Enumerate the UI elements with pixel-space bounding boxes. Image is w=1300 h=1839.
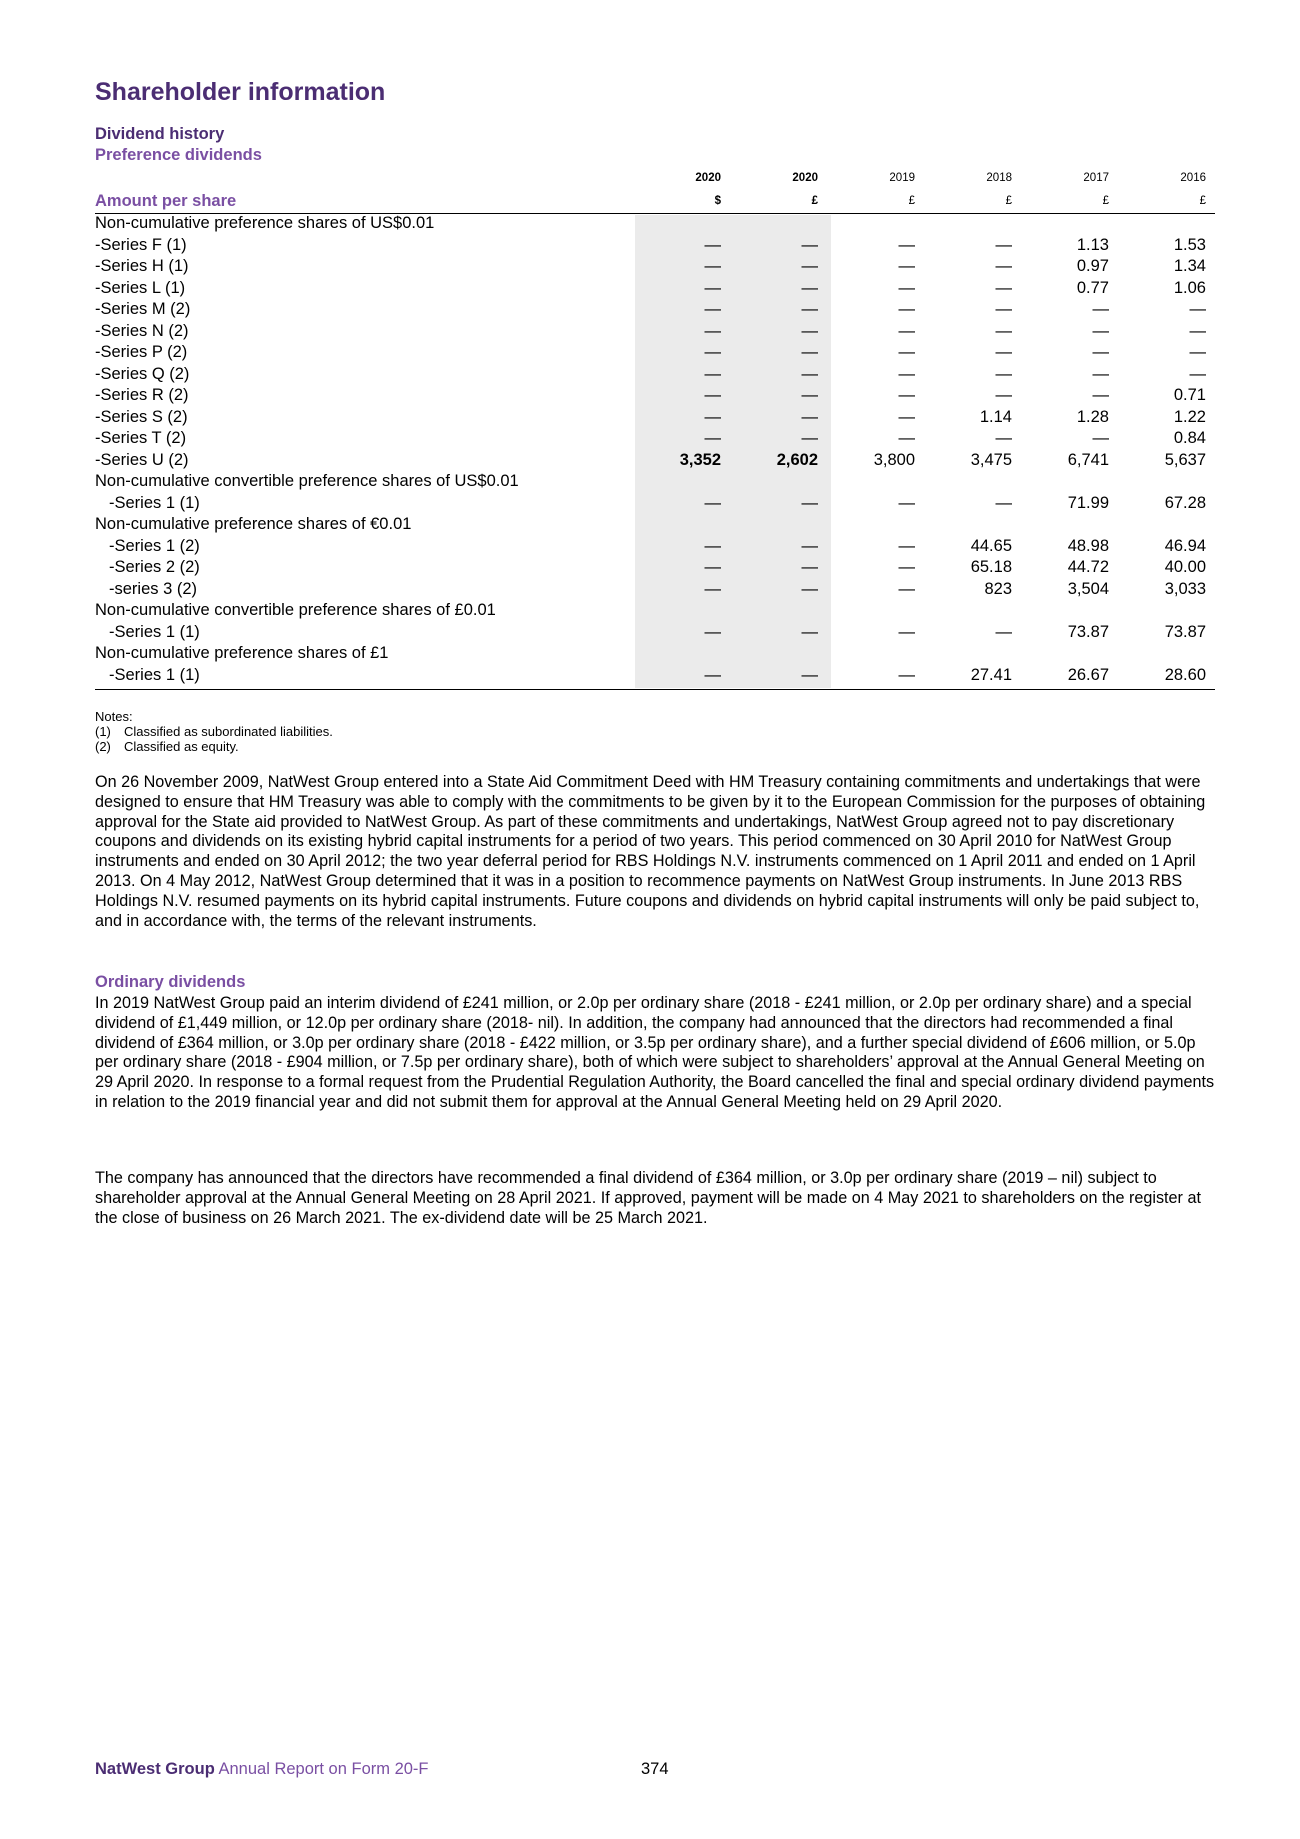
row-label: -Series S (2)	[95, 407, 188, 426]
table-cell: —	[898, 536, 915, 555]
table-cell: —	[898, 235, 915, 254]
table-cell: —	[1092, 321, 1109, 340]
table-cell: —	[704, 536, 721, 555]
section-heading-preference-dividends: Preference dividends	[95, 146, 262, 164]
page-title: Shareholder information	[95, 78, 386, 106]
table-cell: —	[995, 300, 1012, 318]
row-label: -Series P (2)	[95, 343, 188, 361]
note-text: Classified as equity.	[124, 739, 239, 754]
table-cell: 1.06	[1173, 278, 1206, 297]
table-cell: —	[704, 429, 721, 447]
row-label: -Series U (2)	[95, 450, 189, 469]
table-cell: —	[1189, 300, 1206, 318]
table-cell: —	[704, 257, 721, 275]
table-cell: —	[1092, 364, 1109, 383]
table-cell: 3,504	[1067, 579, 1109, 598]
table-cell: —	[995, 429, 1012, 447]
table-cell: —	[898, 321, 915, 340]
table-cell: 5,637	[1164, 450, 1206, 469]
note-item	[95, 724, 333, 739]
table-cell: 27.41	[970, 665, 1012, 684]
table-cell: 3,475	[970, 450, 1012, 469]
table-row	[95, 622, 1215, 644]
table-cell: —	[1092, 300, 1109, 318]
table-cell: —	[801, 300, 818, 318]
table-cell: —	[898, 407, 915, 426]
table-cell: 73.87	[1067, 622, 1109, 641]
table-row	[95, 235, 1215, 257]
table-cell: —	[1189, 343, 1206, 361]
table-cell: 1.53	[1173, 235, 1206, 254]
table-cell: 48.98	[1067, 536, 1109, 555]
row-label: Non-cumulative convertible preference shares of US$0.01	[95, 472, 519, 490]
table-row	[95, 665, 1215, 687]
table-row	[95, 536, 1215, 558]
currency-header: £	[811, 195, 818, 207]
note-key: (2)	[95, 739, 111, 754]
table-cell: —	[898, 622, 915, 641]
table-bottom-rule	[95, 689, 1215, 690]
row-label: -Series R (2)	[95, 386, 189, 404]
table-row	[95, 256, 1215, 278]
row-label: -Series M (2)	[95, 300, 191, 318]
row-label: Non-cumulative preference shares of US$0.01	[95, 214, 435, 232]
table-cell: —	[801, 364, 818, 383]
table-cell: —	[704, 407, 721, 426]
table-cell: —	[704, 493, 721, 512]
table-cell: —	[801, 257, 818, 275]
row-label: -Series Q (2)	[95, 364, 190, 383]
table-cell: —	[801, 407, 818, 426]
note-key: (1)	[95, 724, 111, 739]
table-cell: —	[704, 622, 721, 641]
table-cell: 46.94	[1164, 536, 1206, 555]
table-cell: —	[704, 364, 721, 383]
table-cell: 6,741	[1067, 450, 1109, 469]
footer-brand: NatWest Group	[95, 1760, 215, 1778]
table-cell: —	[801, 536, 818, 555]
year-header: 2019	[889, 172, 915, 184]
row-label: -Series N (2)	[95, 321, 189, 340]
table-row	[95, 299, 1215, 321]
table-row	[95, 493, 1215, 515]
table-cell: —	[1092, 343, 1109, 361]
table-cell: —	[704, 300, 721, 318]
row-label: -Series 1 (1)	[109, 493, 200, 512]
table-cell: —	[898, 493, 915, 512]
ordinary-dividends-paragraph-2: The company has announced that the directors have recommended a final dividend of £364 million, or 3.0p per ordinary share (2019 – nil) subject to shareholder approval at the Annual General Meeting on 28 April 2021. If approved, payment will be made on 4 May 2021 to shareholders on the register at the close of business on 26 March 2021. The ex-dividend date will be 25 March 2021.	[95, 1169, 1201, 1227]
table-cell: 1.14	[979, 407, 1012, 426]
table-cell: —	[704, 558, 721, 576]
table-cell: 65.18	[970, 558, 1012, 576]
table-group-row	[95, 600, 1215, 622]
table-cell: —	[801, 343, 818, 361]
table-cell: —	[898, 278, 915, 297]
table-cell: —	[995, 278, 1012, 297]
note-text: Classified as subordinated liabilities.	[124, 724, 333, 739]
year-header: 2018	[986, 172, 1012, 184]
table-cell: —	[704, 665, 721, 684]
table-cell: 44.65	[970, 536, 1012, 555]
table-cell: —	[995, 622, 1012, 641]
table-cell: 3,033	[1164, 579, 1206, 598]
table-cell: —	[801, 622, 818, 641]
table-cell: 823	[984, 579, 1012, 598]
notes-heading: Notes:	[95, 709, 133, 724]
row-label: -series 3 (2)	[109, 579, 198, 598]
table-cell: —	[801, 429, 818, 447]
table-cell: 40.00	[1164, 558, 1206, 576]
table-cell: —	[1092, 386, 1109, 404]
page-number: 374	[641, 1760, 669, 1778]
table-cell: 0.97	[1076, 257, 1109, 275]
currency-header: £	[1199, 195, 1206, 207]
year-header: 2016	[1180, 172, 1206, 184]
table-cell: —	[995, 386, 1012, 404]
table-cell: —	[995, 321, 1012, 340]
table-cell: —	[801, 235, 818, 254]
currency-header: £	[1102, 195, 1109, 207]
state-aid-paragraph: On 26 November 2009, NatWest Group entered into a State Aid Commitment Deed with HM Treasury containing commitments and undertakings that were designed to ensure that HM Treasury was able to comply with the commitments to be given by it to the European Commission for the purposes of obtaining approval for the State aid provided to NatWest Group. As part of these commitments and undertakings, NatWest Group agreed not to pay discretionary coupons and dividends on its existing hybrid capital instruments for a period of two years. This period commenced on 30 April 2010 for NatWest Group instruments and ended on 30 April 2012; the two year deferral period for RBS Holdings N.V. instruments commenced on 1 April 2011 and ended on 1 April 2013. On 4 May 2012, NatWest Group determined that it was in a position to recommence payments on NatWest Group instruments. In June 2013 RBS Holdings N.V. resumed payments on its hybrid capital instruments. Future coupons and dividends on hybrid capital instruments will only be paid subject to, and in accordance with, the terms of the relevant instruments.	[95, 773, 1206, 930]
table-row	[95, 342, 1215, 364]
table-cell: —	[995, 235, 1012, 254]
table-cell: —	[898, 300, 915, 318]
table-cell: 0.84	[1173, 429, 1206, 447]
table-cell: 28.60	[1164, 665, 1206, 684]
table-cell: 0.71	[1173, 386, 1206, 404]
currency-header: $	[714, 195, 721, 207]
table-currency-header-row	[95, 189, 1215, 213]
table-cell: —	[704, 386, 721, 404]
currency-header: £	[1005, 195, 1012, 207]
table-cell: —	[898, 386, 915, 404]
table-cell: —	[898, 579, 915, 598]
table-row	[95, 385, 1215, 407]
table-cell: —	[704, 278, 721, 297]
currency-header: £	[908, 195, 915, 207]
table-year-header-row	[95, 168, 1215, 189]
row-label: -Series 1 (1)	[109, 665, 200, 684]
table-cell: 3,352	[679, 450, 721, 469]
table-cell: 1.13	[1076, 235, 1109, 254]
row-label: -Series F (1)	[95, 235, 187, 254]
table-cell: —	[801, 665, 818, 684]
table-cell: —	[995, 493, 1012, 512]
table-cell: 26.67	[1067, 665, 1109, 684]
table-cell: —	[801, 558, 818, 576]
year-header: 2017	[1083, 172, 1109, 184]
table-cell: —	[898, 343, 915, 361]
footer-report-title: Annual Report on Form 20-F	[218, 1760, 429, 1778]
table-cell: 73.87	[1164, 622, 1206, 641]
table-cell: —	[801, 579, 818, 598]
row-label: Non-cumulative preference shares of €0.01	[95, 515, 412, 533]
table-group-row	[95, 213, 1215, 235]
table-group-row	[95, 471, 1215, 493]
table-row	[95, 407, 1215, 429]
table-cell: —	[801, 386, 818, 404]
row-label: -Series 2 (2)	[109, 558, 200, 576]
table-row	[95, 450, 1215, 472]
table-cell: —	[1189, 321, 1206, 340]
section-heading-dividend-history: Dividend history	[95, 125, 225, 143]
table-cell: —	[801, 278, 818, 297]
table-cell: 67.28	[1164, 493, 1206, 512]
row-label: -Series L (1)	[95, 278, 186, 297]
table-cell: —	[898, 257, 915, 275]
table-cell: —	[1189, 364, 1206, 383]
table-row	[95, 557, 1215, 579]
table-cell: —	[1092, 429, 1109, 447]
table-cell: —	[995, 364, 1012, 383]
table-cell: —	[704, 343, 721, 361]
row-label: Non-cumulative preference shares of £1	[95, 644, 389, 662]
table-row	[95, 364, 1215, 386]
preference-dividends-table	[95, 168, 1215, 686]
table-notes	[95, 709, 333, 754]
table-cell: —	[898, 665, 915, 684]
table-cell: 3,800	[873, 450, 915, 469]
table-cell: 1.22	[1173, 407, 1206, 426]
table-cell: —	[801, 493, 818, 512]
table-cell: 1.34	[1173, 257, 1206, 275]
row-label: -Series 1 (2)	[109, 536, 200, 555]
table-row	[95, 321, 1215, 343]
note-item	[95, 739, 333, 754]
table-row	[95, 579, 1215, 601]
table-cell: —	[898, 364, 915, 383]
table-cell: —	[704, 321, 721, 340]
table-cell: —	[995, 257, 1012, 275]
amount-per-share-label: Amount per share	[95, 192, 237, 210]
table-cell: —	[704, 579, 721, 598]
row-label: -Series T (2)	[95, 429, 187, 447]
page-footer	[95, 1760, 669, 1779]
table-cell: —	[801, 321, 818, 340]
table-group-row	[95, 643, 1215, 665]
table-cell: 44.72	[1067, 558, 1109, 576]
table-cell: 1.28	[1076, 407, 1109, 426]
table-row	[95, 428, 1215, 450]
row-label: Non-cumulative convertible preference shares of £0.01	[95, 601, 496, 619]
table-row	[95, 278, 1215, 300]
row-label: -Series 1 (1)	[109, 622, 200, 641]
table-cell: —	[898, 429, 915, 447]
table-cell: —	[704, 235, 721, 254]
table-cell: 0.77	[1076, 278, 1109, 297]
table-cell: 71.99	[1067, 493, 1109, 512]
row-label: -Series H (1)	[95, 257, 189, 275]
table-cell: —	[995, 343, 1012, 361]
section-heading-ordinary-dividends: Ordinary dividends	[95, 973, 246, 991]
table-body	[95, 213, 1215, 686]
table-cell: —	[898, 558, 915, 576]
year-header: 2020	[792, 172, 818, 184]
ordinary-dividends-paragraph-1: In 2019 NatWest Group paid an interim dividend of £241 million, or 2.0p per ordinary share (2018 - £241 million, or 2.0p per ordinary share) and a special dividend of £1,449 million, or 12.0p per ordinary share (2018- nil). In addition, the company had announced that the directors had recommended a final dividend of £364 million, or 3.0p per ordinary share (2018 - £422 million, or 3.5p per ordinary share), and a further special dividend of £606 million, or 5.0p per ordinary share (2018 - £904 million, or 7.5p per ordinary share), both of which were subject to shareholders’ approval at the Annual General Meeting on 29 April 2020. In response to a formal request from the Prudential Regulation Authority, the Board cancelled the final and special ordinary dividend payments in relation to the 2019 financial year and did not submit them for approval at the Annual General Meeting held on 29 April 2020.	[95, 994, 1215, 1111]
table-cell: 2,602	[776, 450, 818, 469]
year-header: 2020	[695, 172, 721, 184]
table-group-row	[95, 514, 1215, 536]
